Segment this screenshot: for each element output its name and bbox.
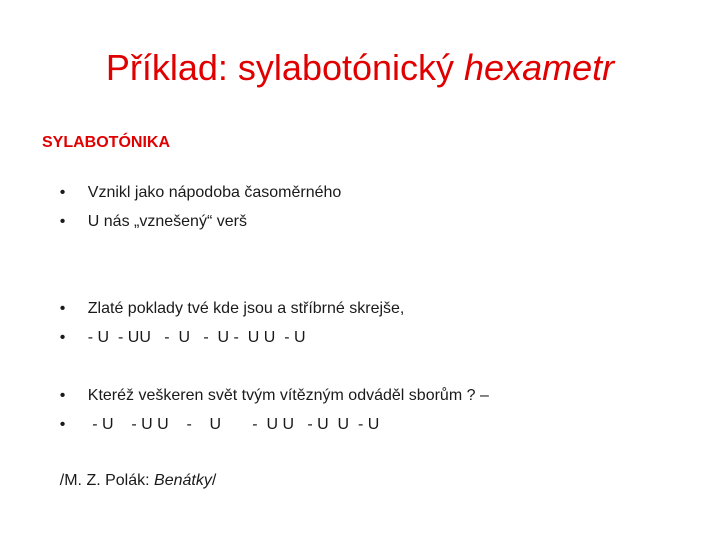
source-title: Benátky xyxy=(154,472,212,489)
title-prefix: Příklad: sylabotónický xyxy=(105,47,465,88)
metric-scheme: - U - U U - U - U U - U U - U xyxy=(87,416,380,433)
section-heading: SYLABOTÓNIKA xyxy=(42,134,170,151)
bullet-item xyxy=(42,189,247,255)
bullet-dot-icon: • xyxy=(59,387,66,404)
bullet-text: Vznikl jako nápodoba časoměrného xyxy=(87,184,342,201)
slide-title xyxy=(0,40,720,96)
bullet-dot-icon: • xyxy=(59,213,66,230)
source-suffix: / xyxy=(211,472,217,489)
verse-text: Zlaté poklady tvé kde jsou a stříbrné skrejše, xyxy=(87,300,405,317)
bullet-dot-icon: • xyxy=(59,184,66,201)
source-citation xyxy=(42,448,216,514)
title-italic: hexametr xyxy=(464,47,615,88)
metric-scheme-line xyxy=(42,305,306,371)
bullet-text: U nás „vznešený“ verš xyxy=(87,213,247,230)
bullet-dot-icon: • xyxy=(59,416,66,433)
source-prefix: /M. Z. Polák: xyxy=(59,472,155,489)
verse-text: Kteréž veškeren svět tvým vítězným odváděl sborům ? – xyxy=(87,387,489,404)
metric-scheme: - U - UU - U - U - U U - U xyxy=(87,329,306,346)
bullet-dot-icon: • xyxy=(59,329,66,346)
bullet-dot-icon: • xyxy=(59,300,66,317)
